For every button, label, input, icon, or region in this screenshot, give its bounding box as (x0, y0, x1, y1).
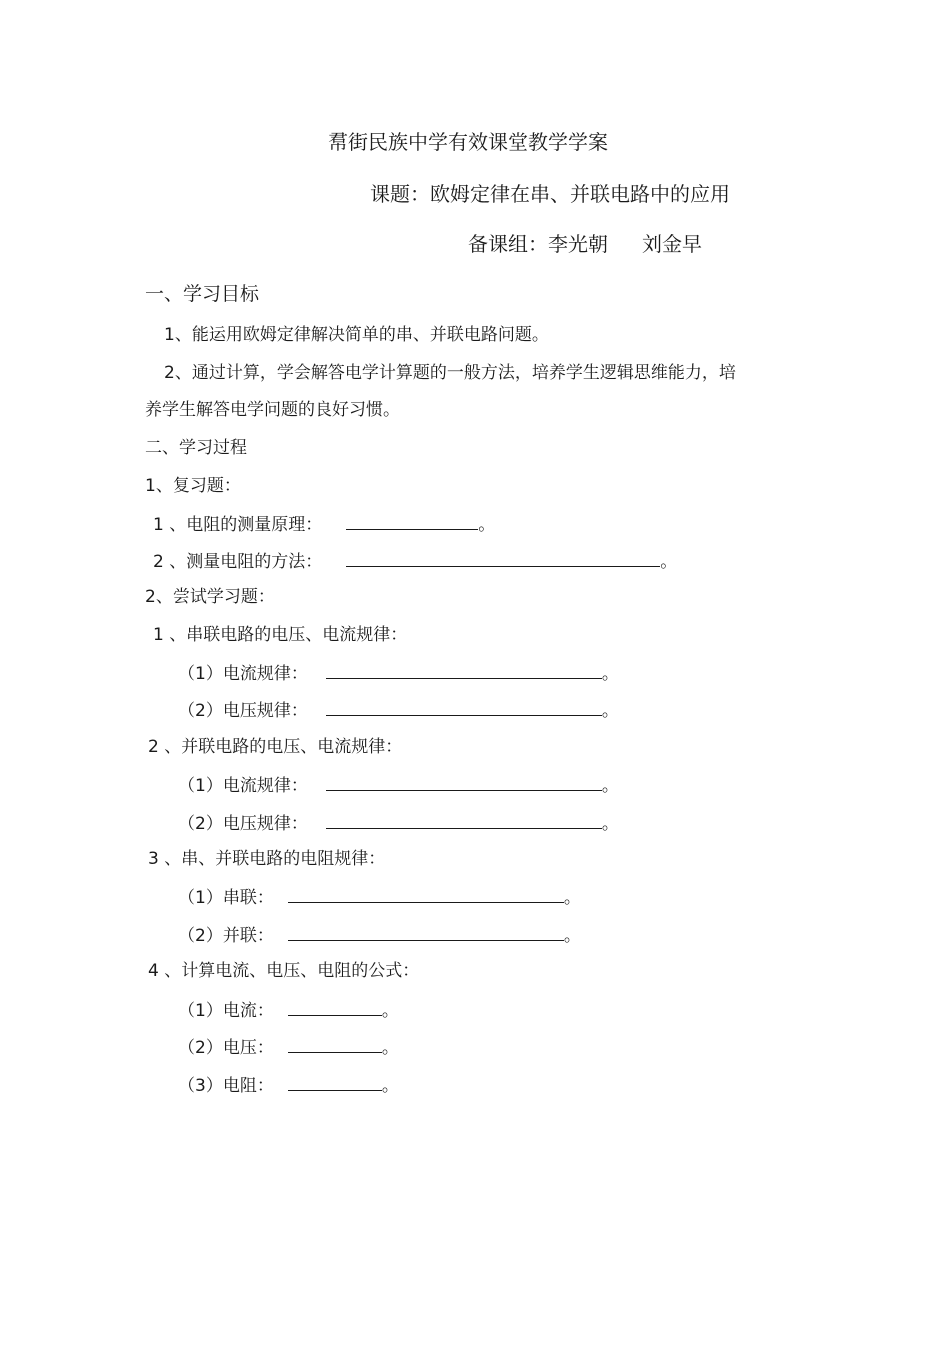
period-mark: 。 (478, 515, 496, 535)
question-label: （1）串联： (178, 888, 274, 908)
question-heading: 4 、计算电流、电压、电阻的公式： (148, 961, 420, 981)
question-row (153, 550, 677, 572)
question-label: （2）并联： (178, 926, 274, 946)
answer-blank[interactable] (326, 699, 602, 716)
answer-blank[interactable] (288, 999, 382, 1016)
question-row (178, 1074, 399, 1096)
question-label: （2）电压规律： (178, 814, 308, 834)
question-heading: 3 、串、并联电路的电阻规律： (148, 849, 386, 869)
answer-blank[interactable] (288, 1036, 382, 1053)
goal-item-continued: 养学生解答电学问题的良好习惯。 (145, 400, 400, 420)
question-label: （2）电压： (178, 1038, 274, 1058)
prep-group-member: 刘金早 (642, 232, 702, 256)
period-mark: 。 (601, 814, 619, 834)
period-mark: 。 (381, 1038, 399, 1058)
question-heading: 1 、串联电路的电压、电流规律： (153, 625, 408, 645)
section-heading-goals: 一、学习目标 (145, 283, 260, 305)
answer-blank[interactable] (288, 924, 564, 941)
period-mark: 。 (660, 552, 678, 572)
question-row (153, 513, 495, 535)
answer-blank[interactable] (346, 550, 660, 567)
subsection-trial: 2、尝试学习题： (145, 587, 275, 607)
answer-blank[interactable] (288, 1074, 382, 1091)
question-label: （1）电流： (178, 1001, 274, 1021)
answer-blank[interactable] (326, 662, 602, 679)
question-row (178, 924, 581, 946)
answer-blank[interactable] (288, 886, 564, 903)
question-heading: 2 、并联电路的电压、电流规律： (148, 737, 403, 757)
answer-blank[interactable] (326, 812, 602, 829)
answer-blank[interactable] (326, 774, 602, 791)
question-label: （3）电阻： (178, 1076, 274, 1096)
period-mark: 。 (601, 776, 619, 796)
period-mark: 。 (601, 701, 619, 721)
question-label: （1）电流规律： (178, 776, 308, 796)
section-heading-process: 二、学习过程 (145, 438, 247, 458)
question-row (178, 1036, 399, 1058)
prep-group (468, 232, 702, 256)
period-mark: 。 (563, 926, 581, 946)
period-mark: 。 (601, 664, 619, 684)
question-row (178, 999, 399, 1021)
question-label: 1 、电阻的测量原理： (153, 515, 323, 535)
question-row (178, 812, 619, 834)
question-row (178, 886, 581, 908)
question-label: （2）电压规律： (178, 701, 308, 721)
question-label: 2 、测量电阻的方法： (153, 552, 323, 572)
subsection-review: 1、复习题： (145, 476, 241, 496)
goal-item: 2、通过计算，学会解答电学计算题的一般方法，培养学生逻辑思维能力，培 (164, 363, 736, 383)
question-row (178, 699, 619, 721)
period-mark: 。 (381, 1001, 399, 1021)
question-row (178, 774, 619, 796)
period-mark: 。 (563, 888, 581, 908)
question-label: （1）电流规律： (178, 664, 308, 684)
school-title: 帬街民族中学有效课堂教学学案 (328, 130, 608, 154)
question-row (178, 662, 619, 684)
lesson-topic: 课题：欧姆定律在串、并联电路中的应用 (370, 182, 730, 206)
answer-blank[interactable] (346, 513, 478, 530)
goal-item: 1、能运用欧姆定律解决简单的串、并联电路问题。 (164, 325, 549, 345)
period-mark: 。 (381, 1076, 399, 1096)
prep-group-label: 备课组：李光朝 (468, 232, 608, 256)
